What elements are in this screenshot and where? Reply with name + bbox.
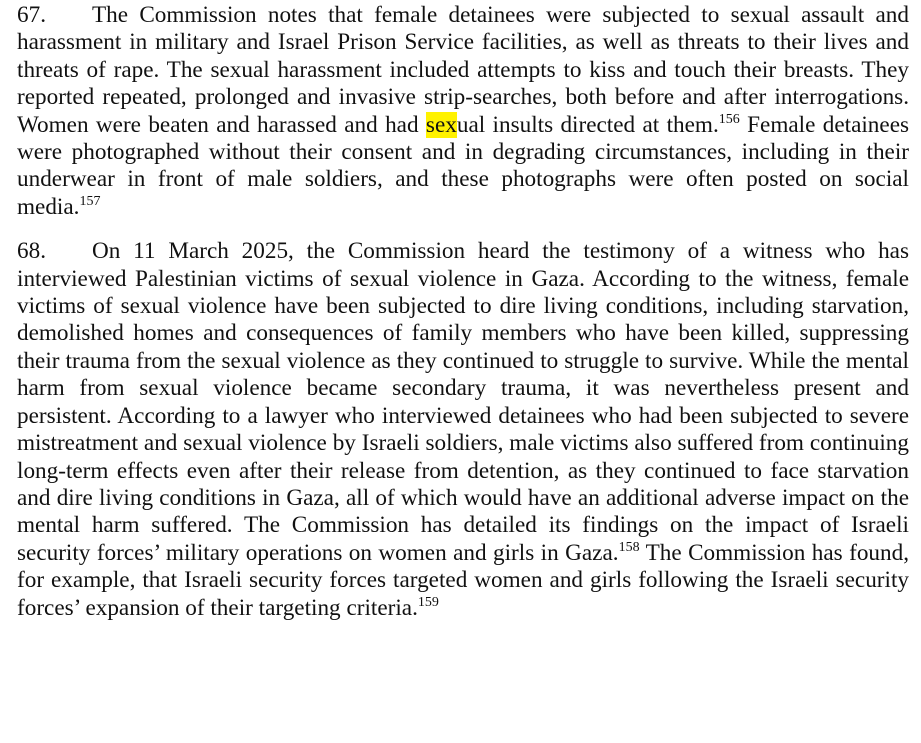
paragraph-text: Female detainees were photographed without their consent and in degrading circumstances, including in their underwear in front of male soldiers, and these photographs were often posted on social media.: [17, 111, 910, 220]
paragraph-text: The Commission has found, for example, that Israeli security forces targeted women and girls following the Israeli security forces’ expansion of their targeting criteria.: [17, 539, 910, 621]
highlighted-text: sex: [425, 111, 457, 138]
paragraph-68: [17, 238, 909, 622]
footnote-ref-159[interactable]: 159: [417, 594, 439, 610]
paragraph-number: 68.: [17, 238, 46, 265]
paragraph-text: ual insults directed at them.: [456, 111, 719, 138]
footnote-ref-158[interactable]: 158: [618, 539, 640, 555]
footnote-ref-156[interactable]: 156: [718, 111, 740, 127]
paragraph-67: [17, 0, 909, 221]
paragraph-text: The Commission notes that female detainees were subjected to sexual assault and harassment in military and Israel Prison Service facilities, as well as threats to their lives and threats of rape. The sexual harassment included attempts to kiss and touch their breasts. They reported repeated, prolonged and invasive strip-searches, both before and after interrogations. Women were beaten and harassed and had: [17, 2, 909, 138]
footnote-ref-157[interactable]: 157: [79, 193, 101, 209]
paragraph-number: 67.: [17, 2, 46, 28]
paragraph-text: On 11 March 2025, the Commission heard the testimony of a witness who has interviewed Palestinian victims of sexual violence in Gaza. According to the witness, female victims of sexual violence have been subjected to dire living conditions, including starvation, demolished homes and consequences of family members who have been killed, suppressing their trauma from the sexual violence as they continued to struggle to survive. While the mental harm from sexual violence became secondary trauma, it was nevertheless present and persistent. According to a lawyer who interviewed detainees who had been subjected to severe mistreatment and sexual violence by Israeli soldiers, male victims also suffered from continuing long-term effects even after their release from detention, as they continued to face starvation and dire living conditions in Gaza, all of which would have an additional adverse impact on the mental harm suffered. The Commission has detailed its findings on the impact of Israeli security forces’ military operations on women and girls in Gaza.: [17, 238, 909, 566]
